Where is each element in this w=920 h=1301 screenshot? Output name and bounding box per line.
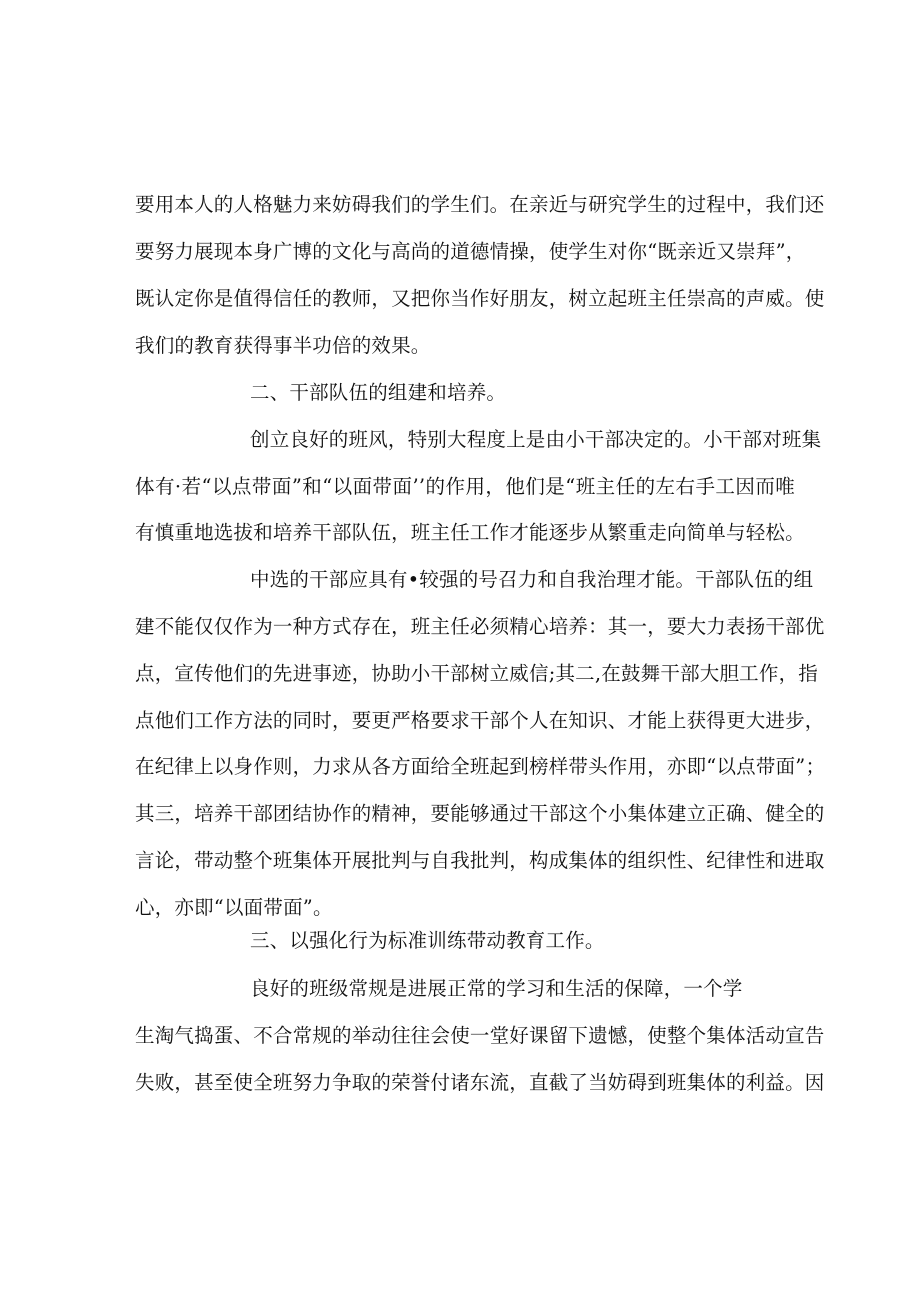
text-line: 要用本人的人格魅力来妨碍我们的学生们。在亲近与研究学生的过程中，我们还 (135, 193, 825, 216)
section-heading: 三、以强化行为标准训练带动教育工作。 (250, 929, 605, 952)
text-line: 失败，甚至使全班努力争取的荣誉付诸东流，直截了当妨碍到班集体的利益。因 (135, 1071, 825, 1094)
text-line: 我们的教育获得事半功倍的效果。 (135, 334, 431, 357)
text-line: 言论，带动整个班集体开展批判与自我批判，构成集体的组织性、纪律性和进取 (135, 849, 825, 872)
text-line: 点，宣传他们的先进事迹，协助小干部树立威信;其二,在鼓舞干部大胆工作，指 (135, 662, 818, 685)
text-line: 心，亦即“以面带面”。 (135, 896, 333, 919)
text-line: 在纪律上以身作则，力求从各方面给全班起到榜样带头作用，亦即“以点带面”； (135, 755, 826, 778)
text-line: 建不能仅仅作为一种方式存在，班主任必须精心培养：其一，要大力表扬干部优 (135, 615, 825, 638)
text-line: 有慎重地选拔和培养干部队伍，班主任工作才能逐步从繁重走向简单与轻松。 (135, 521, 805, 544)
text-line: 生淘气捣蛋、不合常规的举动往往会使一堂好课留下遗憾，使整个集体活动宣告 (135, 1024, 825, 1047)
text-line: 既认定你是值得信任的教师，又把你当作好朋友，树立起班主任崇高的声威。使 (135, 287, 825, 310)
text-line: 要努力展现本身广博的文化与高尚的道德情操，使学生对你“既亲近又崇拜”， (135, 240, 806, 263)
text-line: 良好的班级常规是进展正常的学习和生活的保障，一个学 (250, 977, 743, 1000)
text-line: 体有·若“以点带面”和“以面带面’’的作用，他们是“班主任的左右手工因而唯 (135, 475, 795, 498)
text-line: 其三，培养干部团结协作的精神，要能够通过干部这个小集体建立正确、健全的 (135, 802, 825, 825)
text-line: 创立良好的班风，特别大程度上是由小干部决定的。小干部对班集 (250, 428, 822, 451)
section-heading: 二、干部队伍的组建和培养。 (250, 381, 507, 404)
text-line: 中选的干部应具有•较强的号召力和自我治理才能。干部队伍的组 (250, 568, 814, 591)
text-line: 点他们工作方法的同时，要更严格要求干部个人在知识、才能上获得更大进步， (135, 709, 825, 732)
